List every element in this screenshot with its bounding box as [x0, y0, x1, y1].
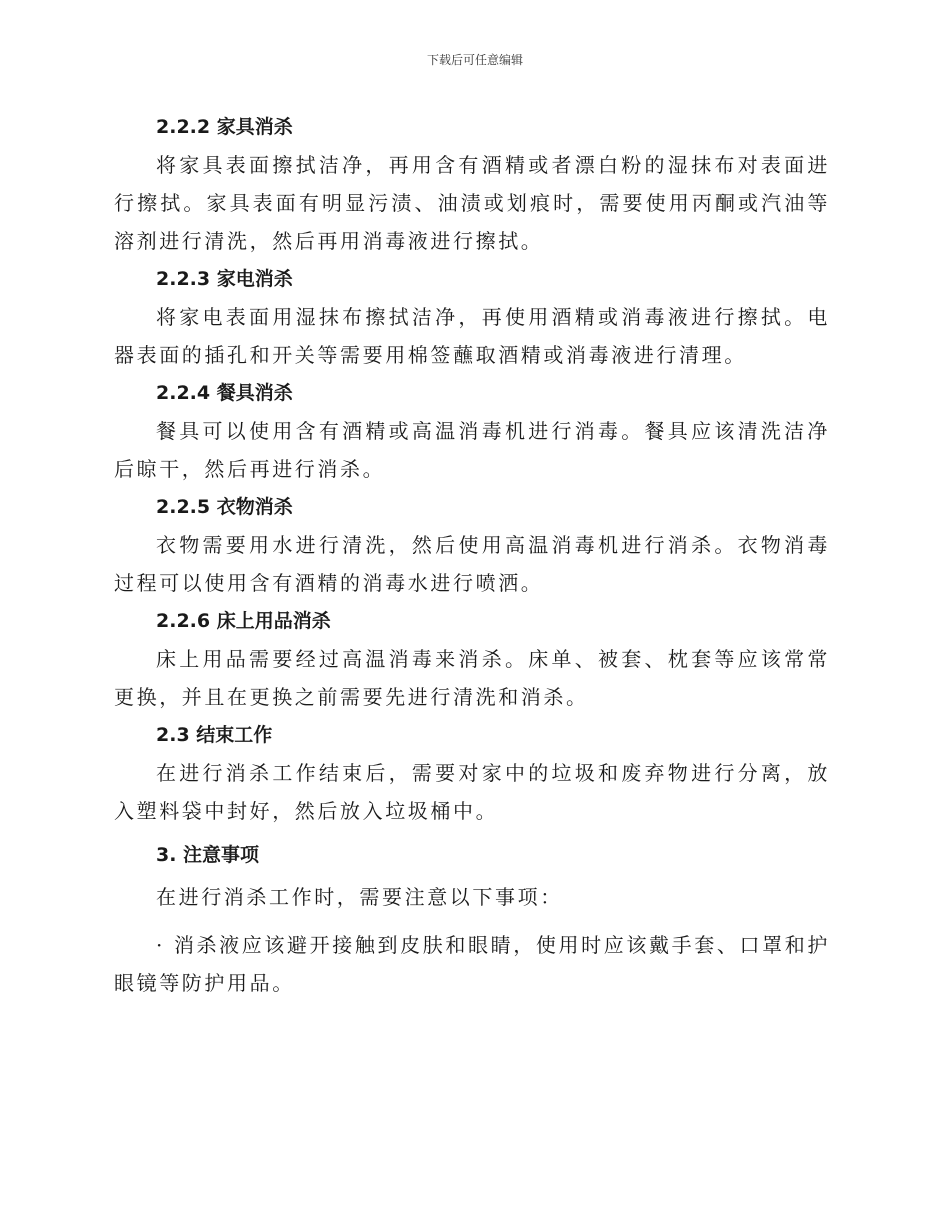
section-paragraph-clothing: 衣物需要用水进行清洗，然后使用高温消毒机进行消杀。衣物消毒过程可以使用含有酒精的消毒水进行喷洒。 [114, 533, 830, 595]
section-paragraph-precautions: 在进行消杀工作时，需要注意以下事项： [156, 885, 563, 909]
section-heading-precautions: 3. 注意事项 [156, 844, 260, 866]
section-paragraph-appliances: 将家电表面用湿抹布擦拭洁净，再使用酒精或消毒液进行擦拭。电器表面的插孔和开关等需要用棉签蘸取酒精或消毒液进行清理。 [114, 305, 830, 367]
bullet-item: · 消杀液应该避开接触到皮肤和眼睛，使用时应该戴手套、口罩和护眼镜等防护用品。 [114, 933, 830, 995]
section-heading-furniture: 2.2.2 家具消杀 [156, 116, 293, 138]
document-body [114, 108, 830, 1002]
section-paragraph-finish-work: 在进行消杀工作结束后，需要对家中的垃圾和废弃物进行分离，放入塑料袋中封好，然后放入垃圾桶中。 [114, 761, 830, 823]
section-heading-appliances: 2.2.3 家电消杀 [156, 268, 293, 290]
section-heading-bedding: 2.2.6 床上用品消杀 [156, 610, 331, 632]
section-paragraph-bedding: 床上用品需要经过高温消毒来消杀。床单、被套、枕套等应该常常更换，并且在更换之前需要先进行清洗和消杀。 [114, 647, 830, 709]
section-paragraph-tableware: 餐具可以使用含有酒精或高温消毒机进行消毒。餐具应该清洗洁净后晾干，然后再进行消杀。 [114, 419, 830, 481]
section-heading-clothing: 2.2.5 衣物消杀 [156, 496, 293, 518]
section-heading-tableware: 2.2.4 餐具消杀 [156, 382, 293, 404]
section-heading-finish-work: 2.3 结束工作 [156, 724, 273, 746]
page-header: 下载后可任意编辑 [426, 53, 523, 67]
section-paragraph-furniture: 将家具表面擦拭洁净，再用含有酒精或者漂白粉的湿抹布对表面进行擦拭。家具表面有明显污渍、油渍或划痕时，需要使用丙酮或汽油等溶剂进行清洗，然后再用消毒液进行擦拭。 [114, 153, 830, 253]
